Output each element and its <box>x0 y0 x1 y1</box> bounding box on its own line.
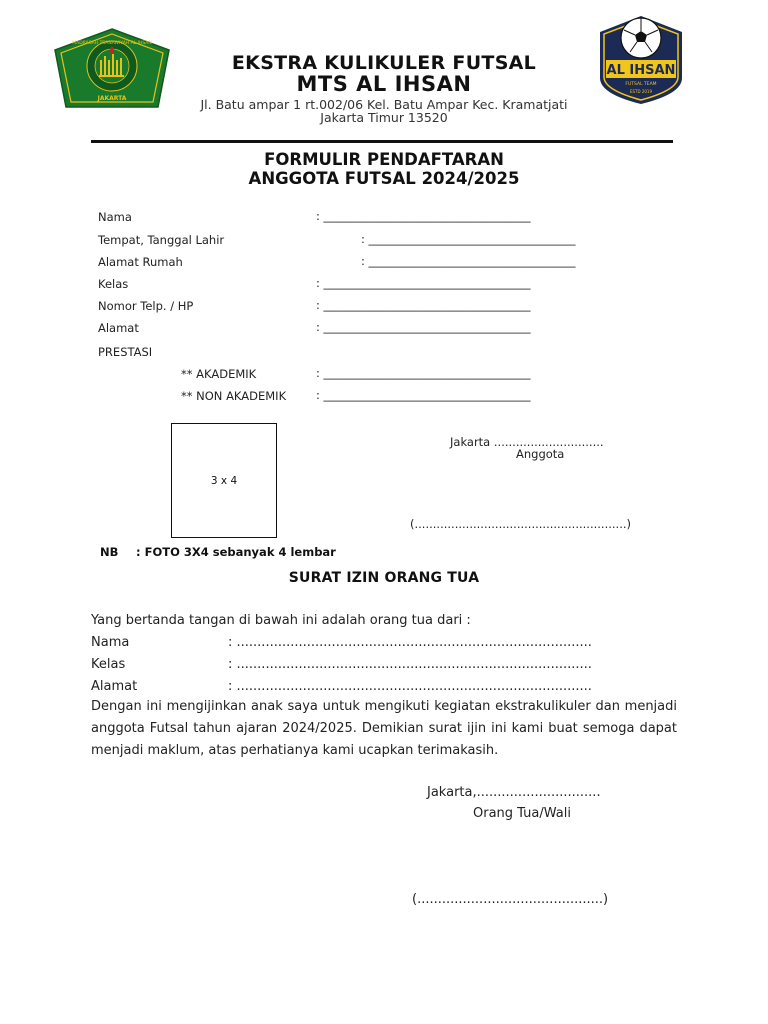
field-line-non-akademik[interactable]: : ____________________________________ <box>316 388 531 402</box>
futsal-team-logo-name: AL IHSAN <box>606 63 676 78</box>
member-place-date: Jakarta .............................. <box>450 435 604 449</box>
field-line-alamat-rumah[interactable]: : ____________________________________ <box>361 254 576 268</box>
header-divider <box>91 140 673 143</box>
nb-text: : FOTO 3X4 sebanyak 4 lembar <box>136 545 336 559</box>
form-title-line2: ANGGOTA FUTSAL 2024/2025 <box>248 169 520 188</box>
field-line-alamat[interactable]: : ____________________________________ <box>316 320 531 334</box>
field-line-nama[interactable]: : ____________________________________ <box>316 209 531 223</box>
field-line-nomor-telp[interactable]: : ____________________________________ <box>316 298 531 312</box>
field-label-alamat-rumah: Alamat Rumah <box>98 255 183 269</box>
photo-box <box>171 423 277 538</box>
field-label-nama: Nama <box>98 210 132 224</box>
field-line-kelas[interactable]: : ____________________________________ <box>316 276 531 290</box>
madrasah-logo-bottom-text: JAKARTA <box>97 95 127 102</box>
field-label-tempat-tanggal-lahir: Tempat, Tanggal Lahir <box>98 233 225 247</box>
parent-signer-label: Orang Tua/Wali <box>473 806 571 821</box>
field-line-akademik[interactable]: : ____________________________________ <box>316 366 531 380</box>
form-title-line1: FORMULIR PENDAFTARAN <box>264 150 504 169</box>
field-label-kelas: Kelas <box>98 277 129 291</box>
non-akademik-label: ** NON AKADEMIK <box>181 389 287 403</box>
parent-signature-line[interactable]: (.............................................) <box>412 892 609 907</box>
prestasi-label: PRESTASI <box>98 345 153 359</box>
header-address-line2: Jakarta Timur 13520 <box>320 110 448 125</box>
field-label-nomor-telp: Nomor Telp. / HP <box>98 299 194 313</box>
surat-paragraph: Dengan ini mengijinkan anak saya untuk mengikuti kegiatan ekstrakulikuler dan menjadi anggota Futsal tahun ajaran 2024/2025. Demikian surat ijin ini kami buat semoga dapat menjadi maklum, atas perhatianya kami ucapkan terimakasih. <box>91 699 677 758</box>
nb-label: NB <box>100 545 119 559</box>
header-address-line1: Jl. Batu ampar 1 rt.002/06 Kel. Batu Ampar Kec. Kramatjati <box>200 97 568 112</box>
surat-line-kelas[interactable]: : ...................................................................................... <box>228 657 592 672</box>
madrasah-logo-ring-text: MADRASAH TSANAWIYAH AL IHSAN <box>72 41 152 46</box>
photo-box-label: 3 x 4 <box>210 474 238 487</box>
field-line-tempat-tanggal-lahir[interactable]: : ____________________________________ <box>361 232 576 246</box>
futsal-team-logo-subtitle: FUTSAL TEAM <box>625 82 657 87</box>
surat-label-nama: Nama <box>91 635 130 650</box>
surat-label-alamat: Alamat <box>91 679 138 694</box>
member-signature-line[interactable]: (..........................................................) <box>410 517 631 531</box>
surat-title: SURAT IZIN ORANG TUA <box>288 570 480 586</box>
header-title: EKSTRA KULIKULER FUTSAL <box>231 52 537 74</box>
header-school-name: MTS AL IHSAN <box>296 72 472 96</box>
futsal-team-logo-est: ESTD 2019 <box>629 89 653 94</box>
member-signer-label: Anggota <box>516 447 565 461</box>
surat-line-alamat[interactable]: : ...................................................................................... <box>228 679 592 694</box>
akademik-label: ** AKADEMIK <box>181 367 257 381</box>
surat-intro: Yang bertanda tangan di bawah ini adalah orang tua dari : <box>91 613 471 628</box>
surat-line-nama[interactable]: : ...................................................................................... <box>228 635 592 650</box>
parent-place-date: Jakarta,.............................. <box>427 785 601 800</box>
surat-label-kelas: Kelas <box>91 657 126 672</box>
field-label-alamat: Alamat <box>98 321 139 335</box>
